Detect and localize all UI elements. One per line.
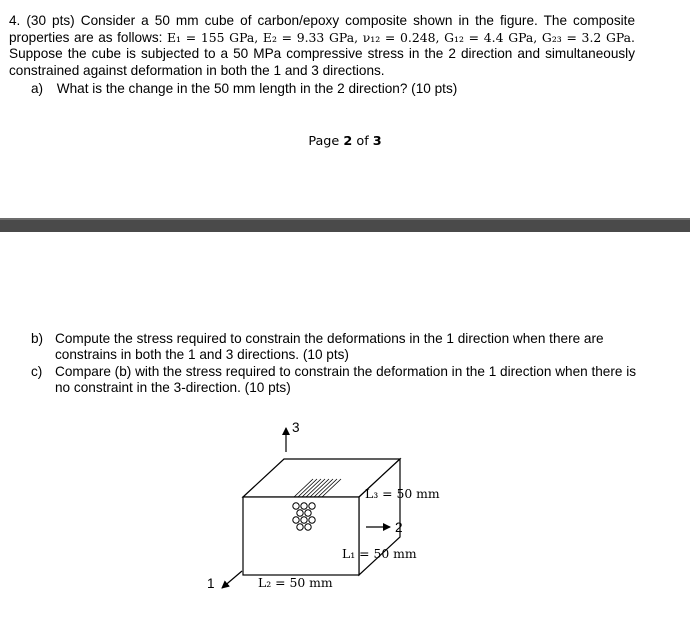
axis-3-label: 3 [292, 420, 300, 435]
part-a-text: What is the change in the 50 mm length in the 2 direction? (10 pts) [56, 81, 458, 96]
axis-1-arrow [222, 571, 242, 588]
page-total: 3 [372, 134, 382, 149]
dimension-l1: L₁ = 50 mm [342, 546, 417, 561]
dimension-l2: L₂ = 50 mm [258, 575, 333, 590]
page-prefix: Page [308, 134, 340, 149]
axis-2-label: 2 [395, 520, 403, 535]
part-b-text: Compute the stress required to constrain the deformations in the 1 direction when there are constrains in both the 1 and 3 directions. (10 pts) [55, 331, 604, 363]
page-of: of [356, 134, 369, 149]
dimension-l3: L₃ = 50 mm [365, 486, 440, 501]
page-current: 2 [343, 134, 353, 149]
problem-body: Suppose the cube is subjected to a 50 MPa compressive stress in the 2 direction and simultaneously constrained against deformation in both the 1 and 3 directions. [9, 46, 635, 78]
part-a-label: a) [31, 81, 44, 96]
axis-1-label: 1 [207, 576, 215, 591]
problem-intro: 4. (30 pts) Consider a 50 mm cube of carbon/epoxy composite shown in the figure. The composite properties are as follows: [9, 13, 635, 45]
part-c-label: c) [31, 364, 43, 379]
cube-front-face [243, 497, 359, 575]
part-c-text: Compare (b) with the stress required to constrain the deformation in the 1 direction when there is no constraint in the 3-direction. (10 pts) [55, 364, 637, 396]
part-b-label: b) [31, 331, 44, 346]
material-properties: E₁ = 155 GPa, E₂ = 9.33 GPa, ν₁₂ = 0.248, G₁₂ = 4.4 GPa, G₂₃ = 3.2 GPa. [167, 29, 635, 45]
